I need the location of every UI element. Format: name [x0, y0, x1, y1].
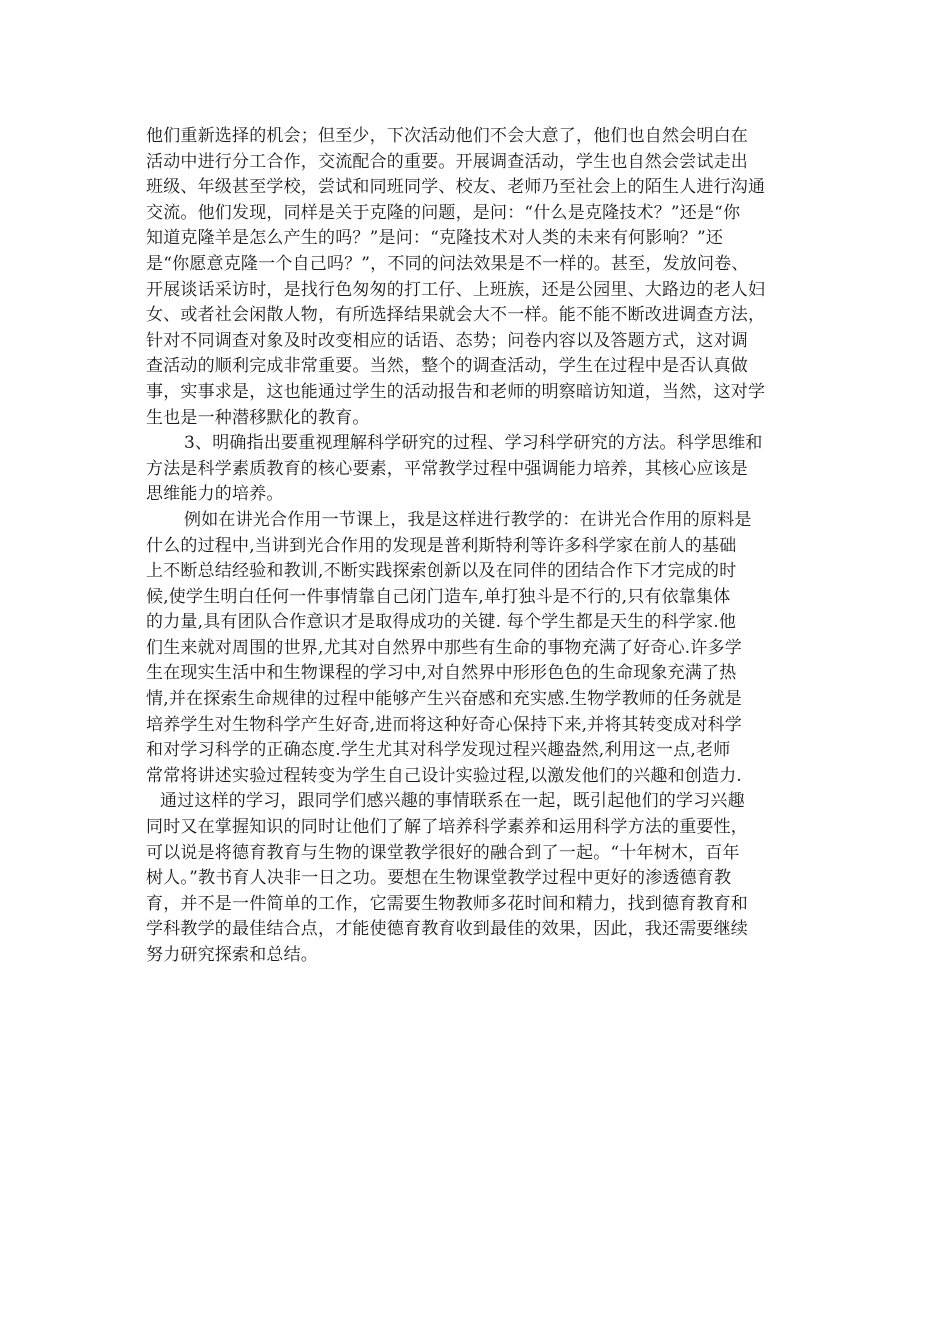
- text-line: 思维能力的培养。: [146, 484, 284, 505]
- text-line: 针对不同调查对象及时改变相应的话语、态势；问卷内容以及答题方式，这对调: [146, 330, 748, 351]
- text-line: 生在现实生活中和生物课程的学习中,对自然界中形形色色的生命现象充满了热: [146, 663, 737, 684]
- text-line: 女、或者社会闲散人物，有所选择结果就会大不一样。能不能不断改进调查方法，: [146, 305, 766, 326]
- text-line: 例如在讲光合作用一节课上，我是这样进行教学的：在讲光合作用的原料是: [184, 509, 752, 530]
- text-line: 开展谈话采访时，是找行色匆匆的打工仔、上班族，还是公园里、大路边的老人妇: [146, 279, 766, 300]
- text-line: 上不断总结经验和教训,不断实践探索创新以及在同伴的团结合作下才完成的时: [146, 561, 737, 582]
- text-line: 班级、年级甚至学校，尝试和同班同学、校友、老师乃至社会上的陌生人进行沟通: [146, 177, 766, 198]
- text-line: 活动中进行分工合作，交流配合的重要。开展调查活动，学生也自然会尝试走出: [146, 151, 748, 172]
- text-line: 树人。”教书育人决非一日之功。要想在生物课堂教学过程中更好的渗透德育教: [146, 868, 732, 889]
- text-line: 努力研究探索和总结。: [146, 945, 318, 965]
- text-line: 和对学习科学的正确态度.学生尤其对科学发现过程兴趣盎然,利用这一点,老师: [146, 740, 731, 761]
- document-page: [146, 124, 808, 969]
- paragraph-conclusion: [146, 789, 808, 968]
- text-line: 候,使学生明白任何一件事情靠自己闭门造车,单打独斗是不行的,只有依靠集体: [146, 586, 731, 607]
- text-line: 知道克隆羊是怎么产生的吗？”是问：“克隆技术对人类的未来有何影响？”还: [146, 228, 724, 249]
- text-line: 是“你愿意克隆一个自己吗？”，不同的问法效果是不一样的。甚至，发放问卷、: [146, 253, 749, 274]
- text-line: 事，实事求是，这也能通过学生的活动报告和老师的明察暗访知道，当然，这对学: [146, 381, 766, 402]
- paragraph-photosynthesis-example: [146, 508, 808, 790]
- text-line: 3、明确指出要重视理解科学研究的过程、学习科学研究的方法。科学思维和: [184, 433, 763, 454]
- text-line: 查活动的顺利完成非常重要。当然，整个的调查活动，学生在过程中是否认真做: [146, 356, 748, 377]
- text-line: 育，并不是一件简单的工作，它需要生物教师多花时间和精力，找到德育教育和: [146, 893, 748, 914]
- text-line: 什么的过程中,当讲到光合作用的发现是普利斯特利等许多科学家在前人的基础: [146, 535, 737, 556]
- text-line: 们生来就对周围的世界,尤其对自然界中那些有生命的事物充满了好奇心.许多学: [146, 637, 743, 658]
- text-line: 方法是科学素质教育的核心要素，平常教学过程中强调能力培养，其核心应该是: [146, 458, 748, 479]
- text-line: 的力量,具有团队合作意识才是取得成功的关键. 每个学生都是天生的科学家.他: [146, 612, 737, 633]
- text-line: 可以说是将德育教育与生物的课堂教学很好的融合到了一起。“十年树木，百年: [146, 842, 740, 863]
- text-line: 生也是一种潜移默化的教育。: [146, 407, 370, 428]
- text-line: 他们重新选择的机会；但至少，下次活动他们不会大意了，他们也自然会明白在: [146, 126, 748, 146]
- text-line: 通过这样的学习，跟同学们感兴趣的事情联系在一起，既引起他们的学习兴趣: [160, 791, 745, 812]
- paragraph-cloning-survey: [146, 124, 808, 431]
- text-line: 培养学生对生物科学产生好奇,进而将这种好奇心保持下来,并将其转变成对科学: [146, 714, 743, 735]
- text-line: 交流。他们发现，同样是关于克隆的问题，是问：“什么是克隆技术？”还是“你: [146, 202, 741, 223]
- paragraph-scientific-method: [146, 431, 808, 508]
- text-line: 同时又在掌握知识的同时让他们了解了培养科学素养和运用科学方法的重要性，: [146, 817, 748, 838]
- text-line: 常常将讲述实验过程转变为学生自己设计实验过程,以激发他们的兴趣和创造力.: [146, 765, 743, 786]
- text-line: 情,并在探索生命规律的过程中能够产生兴奋感和充实感.生物学教师的任务就是: [146, 689, 743, 710]
- text-line: 学科教学的最佳结合点，才能使德育教育收到最佳的效果，因此，我还需要继续: [146, 919, 748, 940]
